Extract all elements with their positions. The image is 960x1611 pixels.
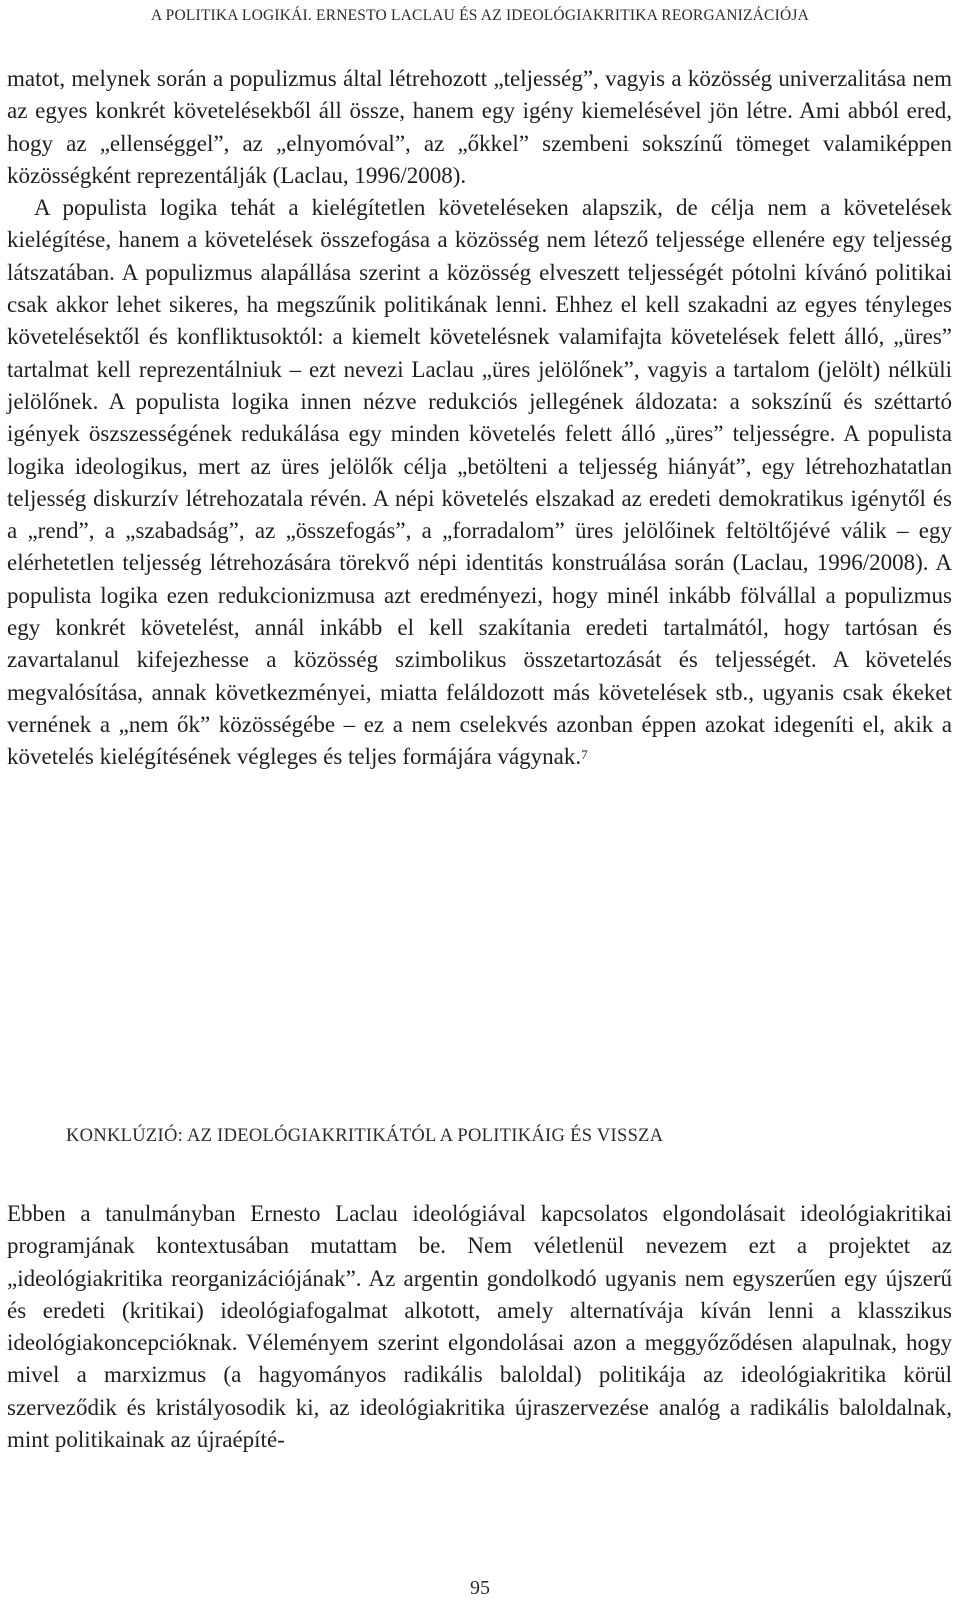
paragraph-continuation [7, 63, 952, 192]
paragraph-text: matot, melynek során a populizmus által létrehozott „teljesség”, vagyis a közösség univerzalitása nem az egyes konkrét követelésekből áll össze, hanem egy igény kiemelésével jön létre. Ami abból ered, hogy az „ellenséggel”, az „elnyomóval”, az „őkkel” szembeni sokszínű tömeget valamiképpen közösségként reprezentálják (Laclau, 1996/2008). [7, 66, 952, 188]
paragraph-populist-logic [7, 192, 952, 773]
page-number: 95 [470, 1577, 490, 1599]
paragraph-text: Ebben a tanulmányban Ernesto Laclau ideológiával kapcsolatos elgondolásait ideológiakritikai programjának kontextusában mutattam be. Nem véletlenül nevezem ezt a projektet az „ideológiakritika reorganizációjának”. Az argentin gondolkodó ugyanis nem egyszerűen egy újszerű és eredeti (kritikai) ideológiafogalmat alkotott, amely alternatívája kíván lenni a klasszikus ideológiakoncepcióknak. Véleményem szerint elgondolásai azon a meggyőződésen alapulnak, hogy mivel a marxizmus (a hagyományos radikális baloldal) politikája az ideológiakritika körül szerveződik és kristályosodik ki, az ideológiakritika újraszervezése analóg a radikális baloldalnak, mint politikainak az újraépíté- [7, 1201, 952, 1453]
running-head: A POLITIKA LOGIKÁI. ERNESTO LACLAU ÉS AZ IDEOLÓGIAKRITIKA REORGANIZÁCIÓJA [151, 7, 809, 24]
section-heading: KONKLÚZIÓ: AZ IDEOLÓGIAKRITIKÁTÓL A POLITIKÁIG ÉS VISSZA [66, 1126, 664, 1146]
paragraph-conclusion [7, 1198, 952, 1456]
body-text-block [7, 63, 952, 774]
paragraph-text: A populista logika tehát a kielégítetlen követeléseken alapszik, de célja nem a követelések kielégítése, hanem a követelések összefogása a közösség nem létező teljessége ellenére egy teljesség látszatában. A populizmus alapállása szerint a közösség elveszett teljességét pótolni kívánó politikai csak akkor lehet sikeres, ha megszűnik politikának lenni. Ehhez el kell szakadni az egyes tényleges követelésektől és konfliktusoktól: a kiemelt követelésnek valamifajta követelések felett álló, „üres” tartalmat kell reprezentálniuk – ezt nevezi Laclau „üres jelölőnek”, vagyis a tartalom (jelölt) nélküli jelölőnek. A populista logika innen nézve redukciós jellegének áldozata: a sokszínű és széttartó igények öszszességének redukálása egy minden követelés felett álló „üres” teljességre. A populista logika ideologikus, mert az üres jelölők célja „betölteni a teljesség hiányát”, egy létrehozhatatlan teljesség diskurzív létrehozatala révén. A népi követelés elszakad az eredeti demokratikus igénytől és a „rend”, a „szabadság”, az „összefogás”, a „forradalom” üres jelölőinek feltöltőjévé válik – egy elérhetetlen teljesség létrehozására törekvő népi identitás konstruálása során (Laclau, 1996/2008). A populista logika ezen redukcionizmusa azt eredményezi, hogy minél inkább fölvállal a populizmus egy konkrét követelést, annál inkább el kell szakítania eredeti tartalmától, hogy tartósan és zavartalanul kifejezhesse a közösség szimbolikus összetartozását és teljességét. A követelés megvalósítása, annak következményei, miatta feláldozott más követelések stb., ugyanis csak ékeket vernének a „nem ők” közösségébe – ez a nem cselekvés azonban éppen azokat idegeníti el, akik a követelés kielégítésének végleges és teljes formájára vágynak. [7, 195, 952, 770]
footnote-reference[interactable]: 7 [581, 747, 588, 763]
conclusion-text-block [7, 1198, 952, 1456]
